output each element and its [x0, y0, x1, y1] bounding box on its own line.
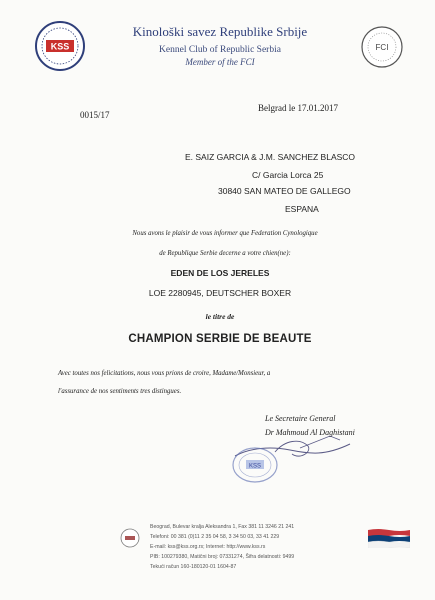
dog-registration: LOE 2280945, DEUTSCHER BOXER	[148, 288, 292, 298]
official-stamp	[230, 445, 280, 485]
recipient-city: 30840 SAN MATEO DE GALLEGO	[218, 186, 351, 196]
intro-line-2: de Republique Serbie decerne a votre chien(ne):	[159, 250, 291, 257]
org-name: Kinološki savez Republike Srbije	[132, 24, 308, 39]
recipient-street: C/ Garcia Lorca 25	[252, 170, 324, 180]
dog-name: EDEN DE LOS JERELES	[170, 268, 270, 278]
org-name-english: Kennel Club of Republic Serbia	[159, 45, 281, 55]
signatory-name: Dr Mahmoud Al Daghistani	[265, 428, 355, 437]
footer-address: Beograd, Bulevar kralja Aleksandra 1, Fax 381 11 3246 21 241	[150, 524, 295, 530]
title-intro: le titre de	[205, 312, 235, 321]
closing-line-1: Avec toutes nos felicitations, nous vous prions de croire, Madame/Monsieur, a	[58, 370, 271, 377]
fci-logo-icon	[360, 25, 404, 69]
recipient-name: E. SAIZ GARCIA & J.M. SANCHEZ BLASCO	[185, 152, 356, 162]
closing-line-2: l'assurance de nos sentiments tres distingues.	[58, 388, 182, 395]
intro-line-1: Nous avons le plaisir de vous informer que Federation Cynologique	[132, 230, 318, 237]
org-membership: Member of the FCI	[185, 57, 255, 67]
champion-title: CHAMPION SERBIE DE BEAUTE	[128, 333, 312, 345]
footer-registration: PIB: 100279380, Matični broj: 07331274, Šifra delatnosti: 9499	[150, 554, 295, 560]
signatory-role: Le Secretaire General	[265, 414, 336, 423]
footer-bank-account: Tekući račun 160-180120-01 1604-87	[150, 564, 237, 570]
footer-phones: Telefoni: 00 381 (0)11 2 35 04 58, 3 34 50 03, 33 41 229	[150, 534, 280, 540]
letter-date: Belgrad le 17.01.2017	[258, 103, 338, 113]
footer-kss-logo-icon	[120, 528, 140, 548]
kss-logo-text: KSS	[50, 41, 70, 52]
kss-logo-icon	[34, 20, 86, 72]
serbian-flag-icon	[368, 528, 410, 548]
footer-contact: E-mail: kss@kss.org.rs; Internet: http://www.kss.rs	[150, 544, 266, 550]
recipient-country: ESPANA	[285, 204, 319, 214]
stamp-text: KSS	[248, 463, 262, 470]
reference-number: 0015/17	[80, 110, 110, 120]
fci-logo-text: FCI	[375, 43, 389, 52]
